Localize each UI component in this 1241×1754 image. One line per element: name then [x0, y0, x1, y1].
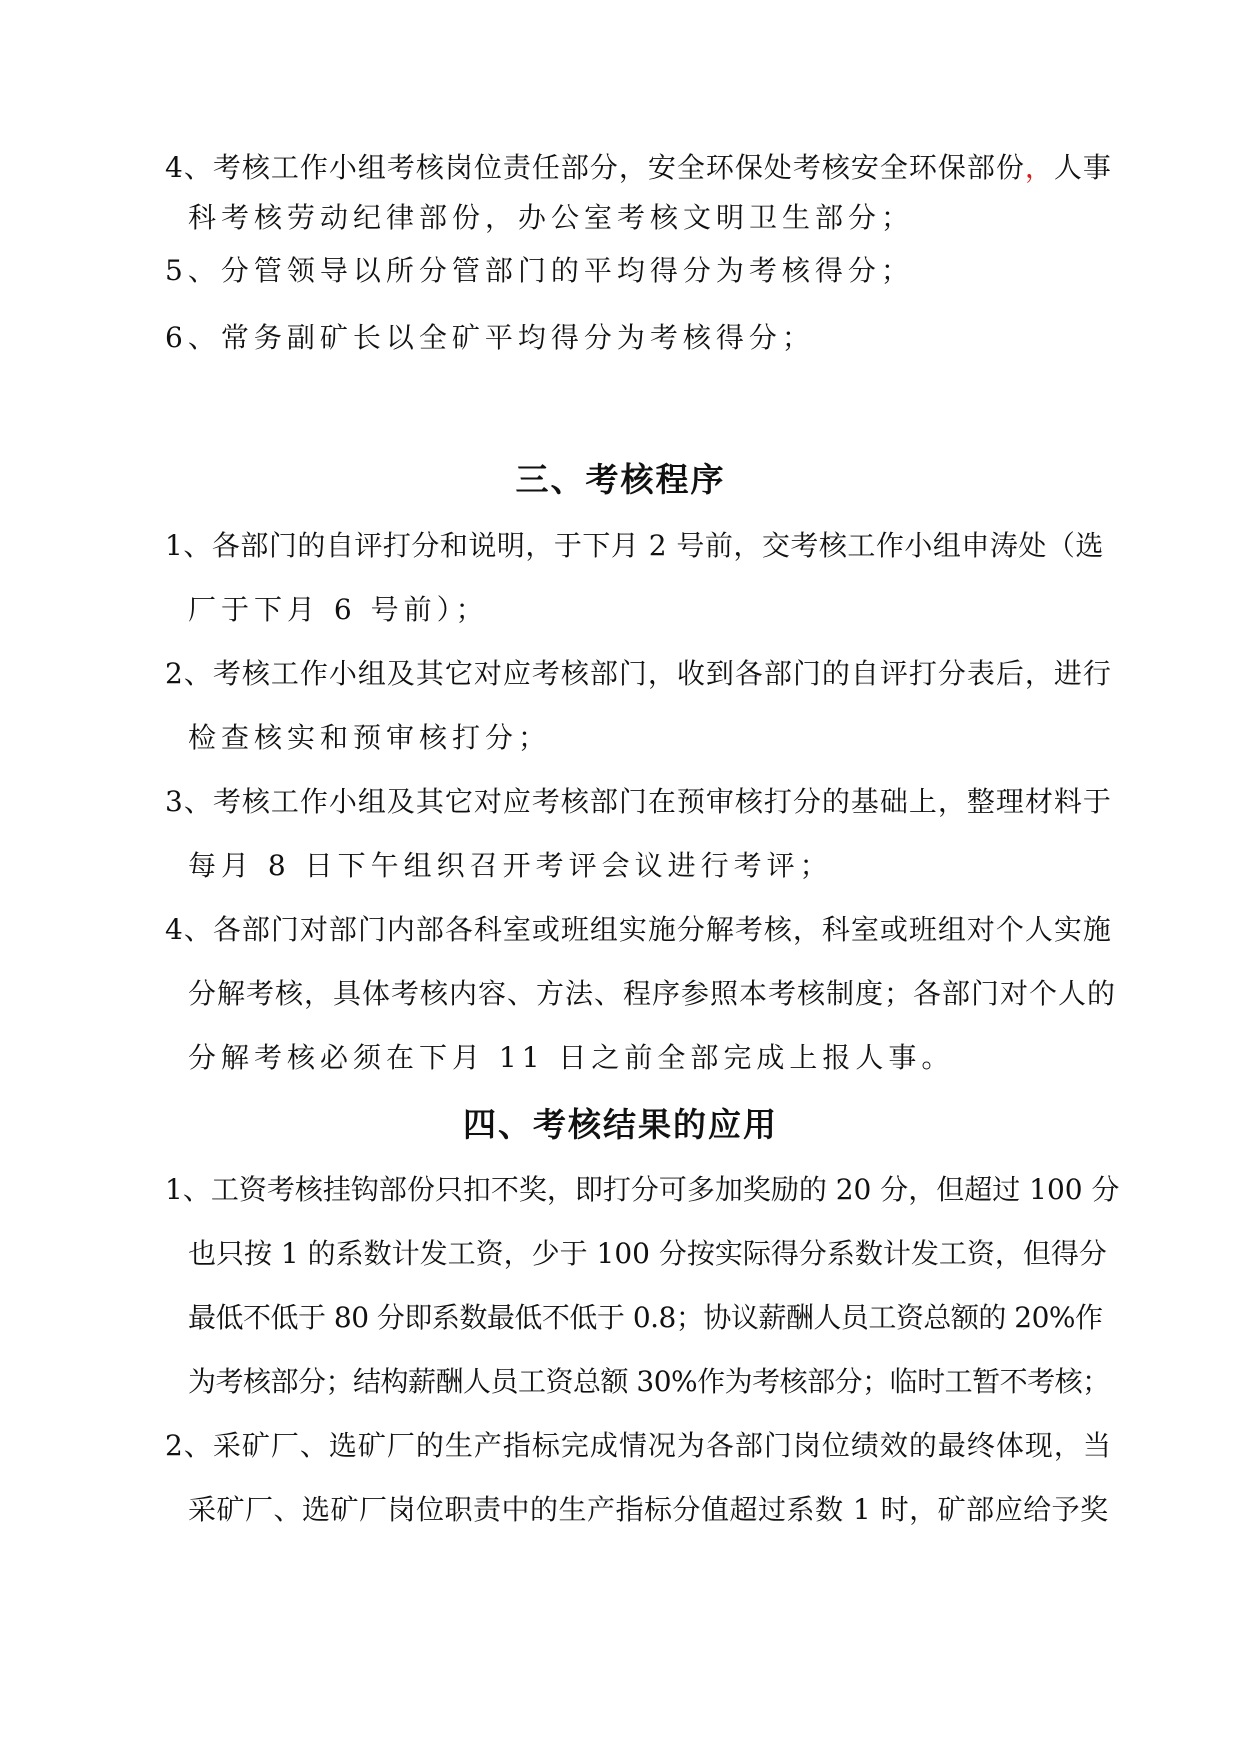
s3-item4-line3: 分解考核必须在下月 11 日之前全部完成上报人事。: [188, 1041, 955, 1074]
item4-line1: [165, 150, 1112, 186]
item4-text-a: 4、考核工作小组考核岗位责任部分，安全环保处考核安全环保部份: [165, 151, 1025, 184]
item5-line: 5、分管领导以所分管部门的平均得分为考核得分；: [165, 254, 914, 287]
s4-item1-line2: 也只按 1 的系数计发工资，少于 100 分按实际得分系数计发工资，但得分: [188, 1237, 1107, 1270]
s3-item4-line1: 4、各部门对部门内部各科室或班组实施分解考核，科室或班组对个人实施: [165, 913, 1112, 946]
s4-item2-line2: 采矿厂、选矿厂岗位职责中的生产指标分值超过系数 1 时，矿部应给予奖: [188, 1493, 1109, 1526]
item4-line2: 科考核劳动纪律部份，办公室考核文明卫生部分；: [188, 201, 915, 234]
item6-line: 6、常务副矿长以全矿平均得分为考核得分；: [165, 321, 815, 354]
section3-heading: 三、考核程序: [515, 460, 726, 499]
s4-item1-line3: 最低不低于 80 分即系数最低不低于 0.8；协议薪酬人员工资总额的 20%作: [188, 1301, 1103, 1334]
red-comma: ，: [1024, 151, 1054, 184]
s3-item3-line2: 每月 8 日下午组织召开考评会议进行考评；: [188, 849, 833, 882]
s3-item4-line2: 分解考核，具体考核内容、方法、程序参照本考核制度；各部门对个人的: [188, 977, 1117, 1010]
s3-item1-line2: 厂于下月 6 号前）；: [188, 593, 489, 626]
s3-item3-line1: 3、考核工作小组及其它对应考核部门在预审核打分的基础上，整理材料于: [165, 785, 1112, 818]
s4-item1-line1: 1、工资考核挂钩部份只扣不奖，即打分可多加奖励的 20 分，但超过 100 分: [165, 1173, 1120, 1206]
item4-text-b: 人事: [1053, 151, 1112, 184]
s4-item1-line4: 为考核部分；结构薪酬人员工资总额 30%作为考核部分；临时工暂不考核；: [188, 1365, 1110, 1398]
s3-item1-line1: 1、各部门的自评打分和说明，于下月 2 号前，交考核工作小组申涛处（选: [165, 529, 1104, 562]
s4-item2-line1: 2、采矿厂、选矿厂的生产指标完成情况为各部门岗位绩效的最终体现，当: [165, 1429, 1112, 1462]
s3-item2-line1: 2、考核工作小组及其它对应考核部门，收到各部门的自评打分表后，进行: [165, 657, 1112, 690]
section4-heading: 四、考核结果的应用: [463, 1105, 778, 1144]
s3-item2-line2: 检查核实和预审核打分；: [188, 721, 552, 754]
